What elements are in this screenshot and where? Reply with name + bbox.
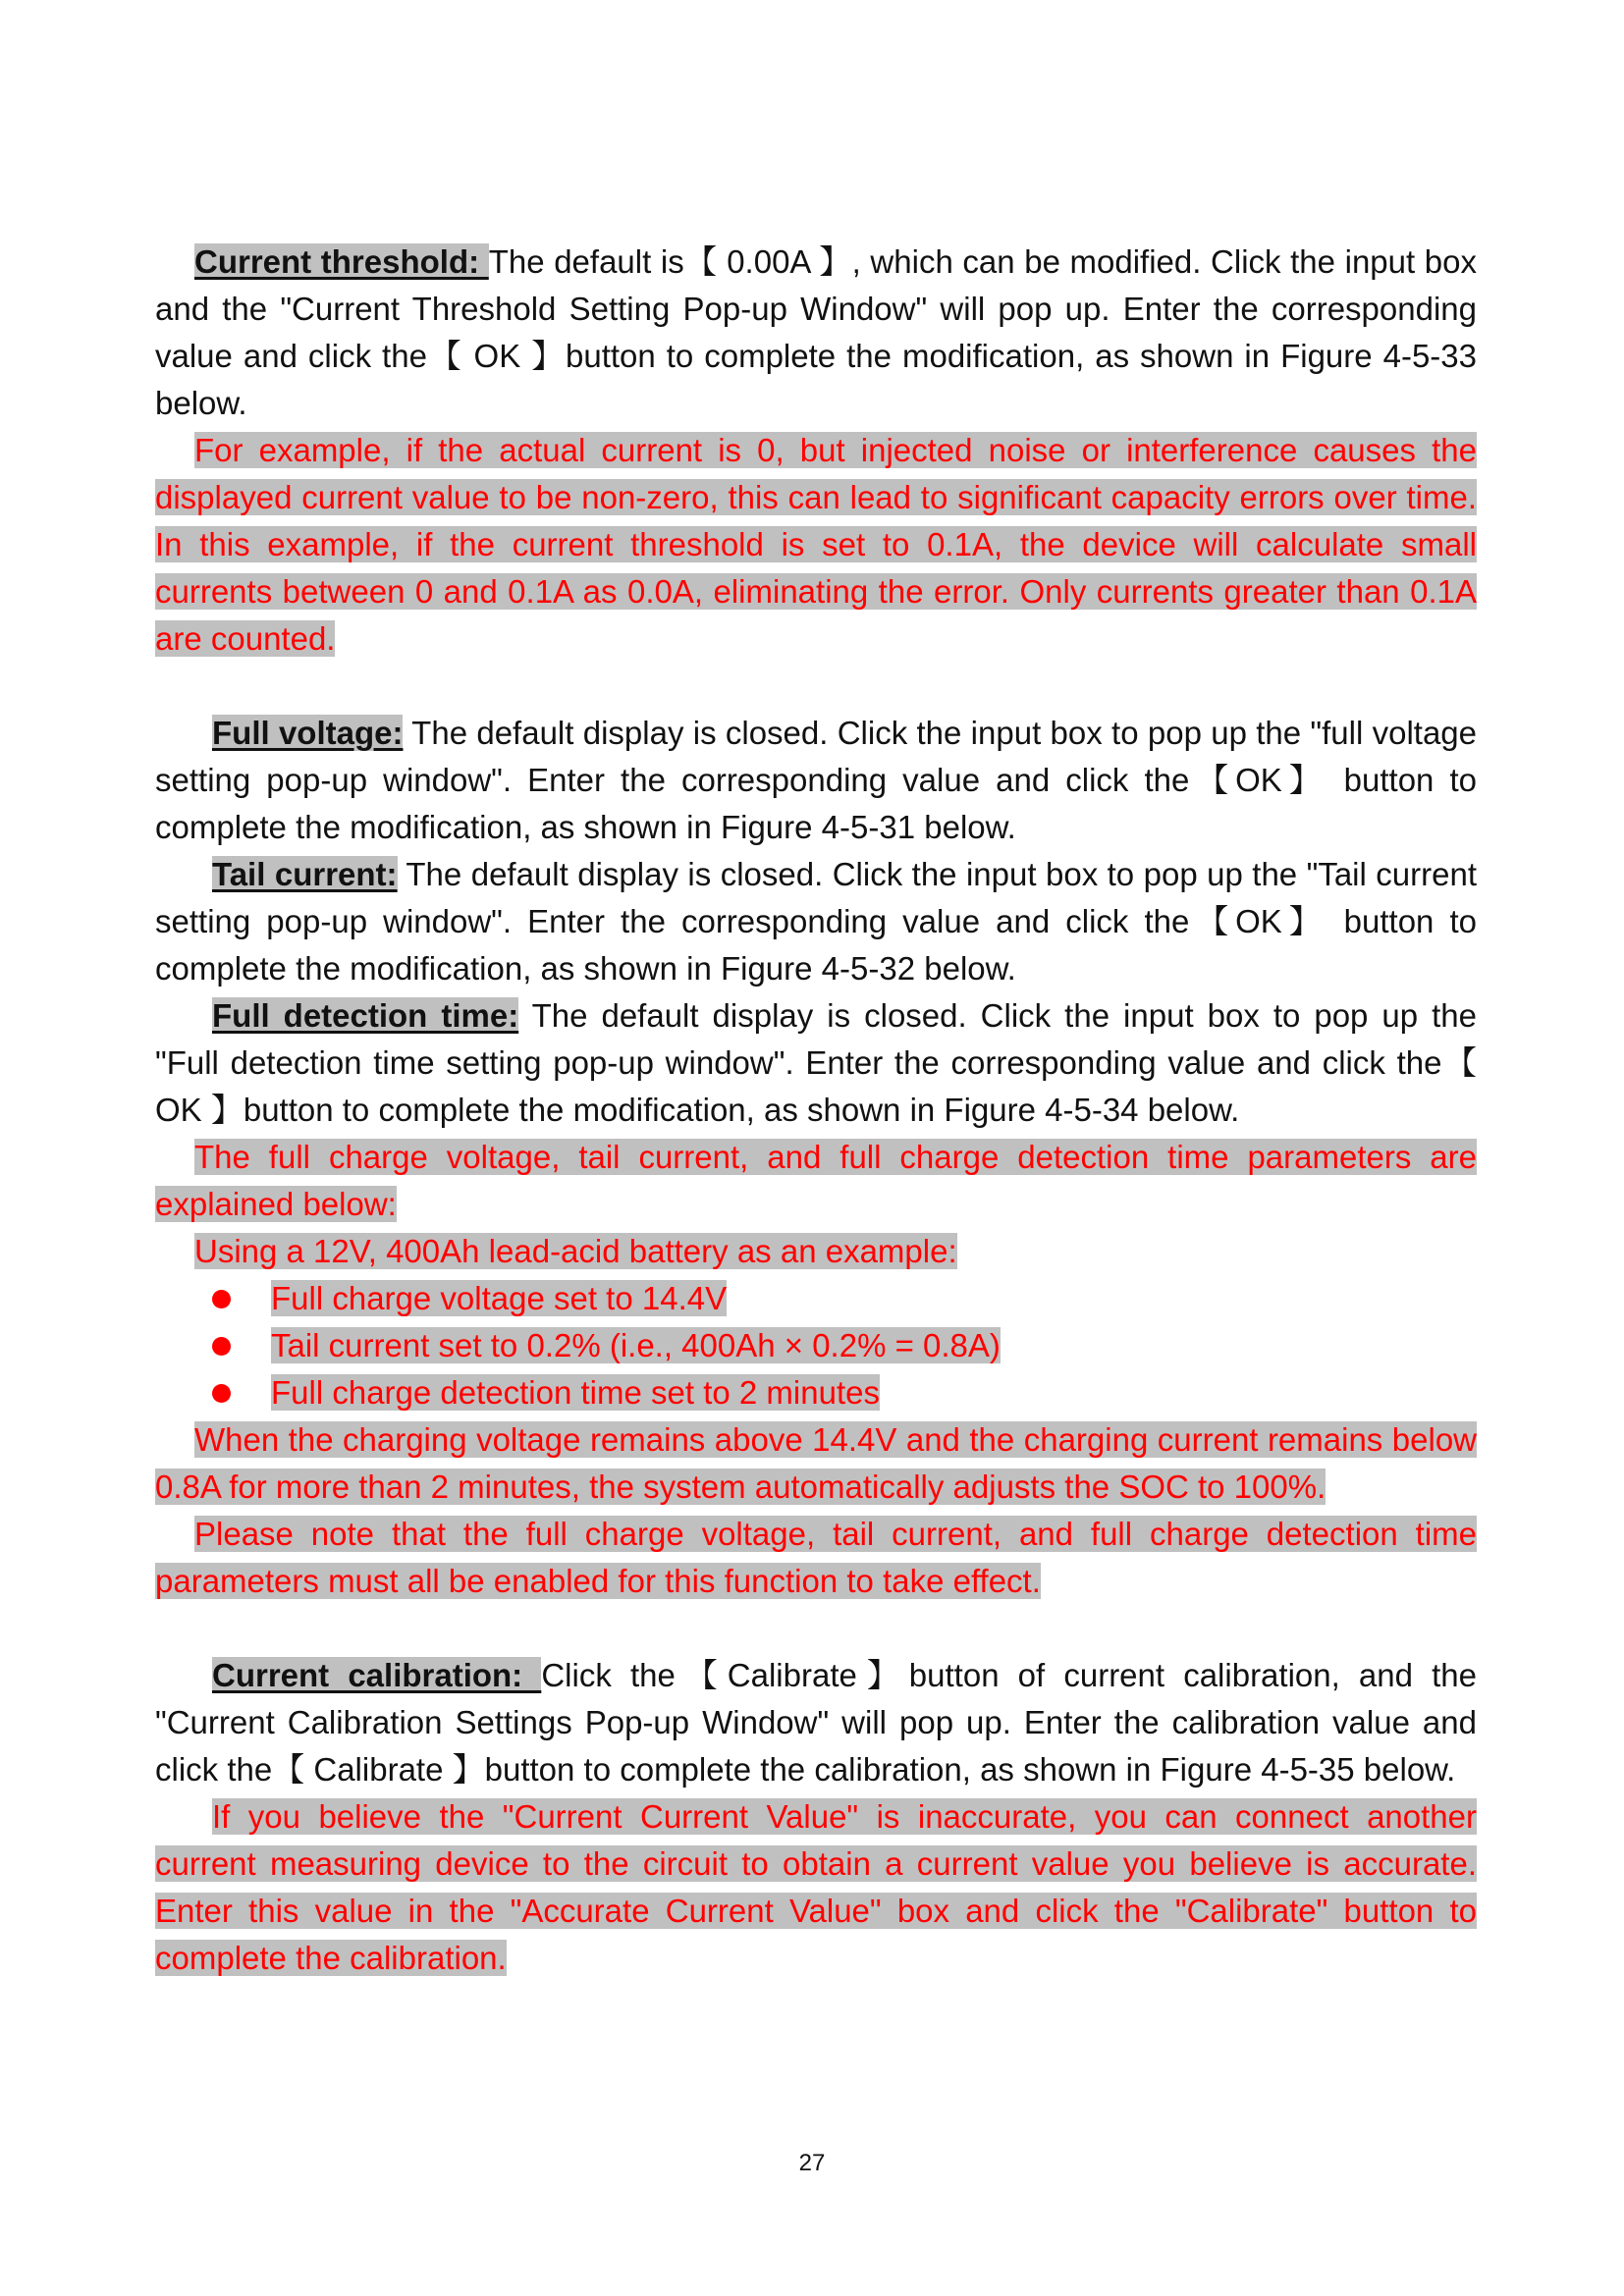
spacer	[155, 663, 1477, 710]
list-item	[155, 1369, 1477, 1416]
full-charge-note-enable-text: Please note that the full charge voltage, tail current, and full charge detection time parameters must all be enabled for this function to take effect.	[155, 1516, 1477, 1599]
current-threshold-label: Current threshold:	[194, 243, 489, 280]
bullet-dot-icon	[212, 1290, 231, 1308]
current-calibration-paragraph	[155, 1652, 1477, 1793]
current-calibration-note-text: If you believe the "Current Current Value" is inaccurate, you can connect another current measuring device to the circuit to obtain a current value you believe is accurate. Enter this value in the "Accurate Current Value" box and click the "Calibrate" button to complete the calibration.	[155, 1798, 1477, 1976]
full-charge-note-intro	[155, 1134, 1477, 1228]
tail-current-paragraph	[155, 851, 1477, 992]
example-intro-text: Using a 12V, 400Ah lead-acid battery as an example:	[194, 1233, 957, 1269]
tail-current-text: The default display is closed. Click the input box to pop up the "Tail current setting pop-up window". Enter the corresponding value and click the【OK】 button to complete the modification, as shown in Figure 4-5-32 below.	[155, 856, 1477, 987]
bullet-dot-icon	[212, 1384, 231, 1403]
current-calibration-text: Click the【Calibrate】button of current calibration, and the "Current Calibration Settings Pop-up Window" will pop up. Enter the calibration value and click the【 Calibrate 】button to complete the calibration, as shown in Figure 4-5-35 below.	[155, 1657, 1477, 1788]
full-detection-time-text: The default display is closed. Click the input box to pop up the "Full detection time setting pop-up window". Enter the corresponding value and click the【 OK 】button to complete the modification, as shown in Figure 4-5-34 below.	[155, 997, 1477, 1128]
full-charge-note-result	[155, 1416, 1477, 1511]
current-calibration-label: Current calibration:	[212, 1657, 542, 1693]
full-detection-time-paragraph	[155, 992, 1477, 1134]
current-threshold-note	[155, 427, 1477, 663]
tail-current-label: Tail current:	[212, 856, 398, 892]
spacer	[155, 1605, 1477, 1652]
example-bullet-list	[155, 1275, 1477, 1416]
bullet-dot-icon	[212, 1337, 231, 1356]
list-item	[155, 1322, 1477, 1369]
bullet-text: Tail current set to 0.2% (i.e., 400Ah × 0.2% = 0.8A)	[271, 1327, 1001, 1363]
current-threshold-paragraph	[155, 239, 1477, 427]
full-voltage-paragraph	[155, 710, 1477, 851]
current-threshold-text: The default is【 0.00A 】, which can be modified. Click the input box and the "Current Threshold Setting Pop-up Window" will pop up. Enter the corresponding value and click the【 OK 】button to complete the modification, as shown in Figure 4-5-33 below.	[155, 243, 1477, 421]
document-page	[155, 239, 1477, 1982]
full-voltage-text: The default display is closed. Click the input box to pop up the "full voltage setting pop-up window". Enter the corresponding value and click the【OK】 button to complete the modification, as shown in Figure 4-5-31 below.	[155, 715, 1477, 845]
current-calibration-note	[155, 1793, 1477, 1982]
bullet-text: Full charge voltage set to 14.4V	[271, 1280, 728, 1316]
example-intro	[155, 1228, 1477, 1275]
bullet-text: Full charge detection time set to 2 minutes	[271, 1374, 880, 1411]
full-voltage-label: Full voltage:	[212, 715, 404, 751]
current-threshold-note-text: For example, if the actual current is 0, but injected noise or interference causes the displayed current value to be non-zero, this can lead to significant capacity errors over time. In this example, if the current threshold is set to 0.1A, the device will calculate small currents between 0 and 0.1A as 0.0A, eliminating the error. Only currents greater than 0.1A are counted.	[155, 432, 1477, 657]
full-detection-time-label: Full detection time:	[212, 997, 519, 1034]
full-charge-note-result-text: When the charging voltage remains above 14.4V and the charging current remains below 0.8A for more than 2 minutes, the system automatically adjusts the SOC to 100%.	[155, 1421, 1477, 1505]
full-charge-note-intro-text: The full charge voltage, tail current, and full charge detection time parameters are explained below:	[155, 1139, 1477, 1222]
full-charge-note-enable	[155, 1511, 1477, 1605]
list-item	[155, 1275, 1477, 1322]
page-number: 27	[798, 2150, 826, 2176]
